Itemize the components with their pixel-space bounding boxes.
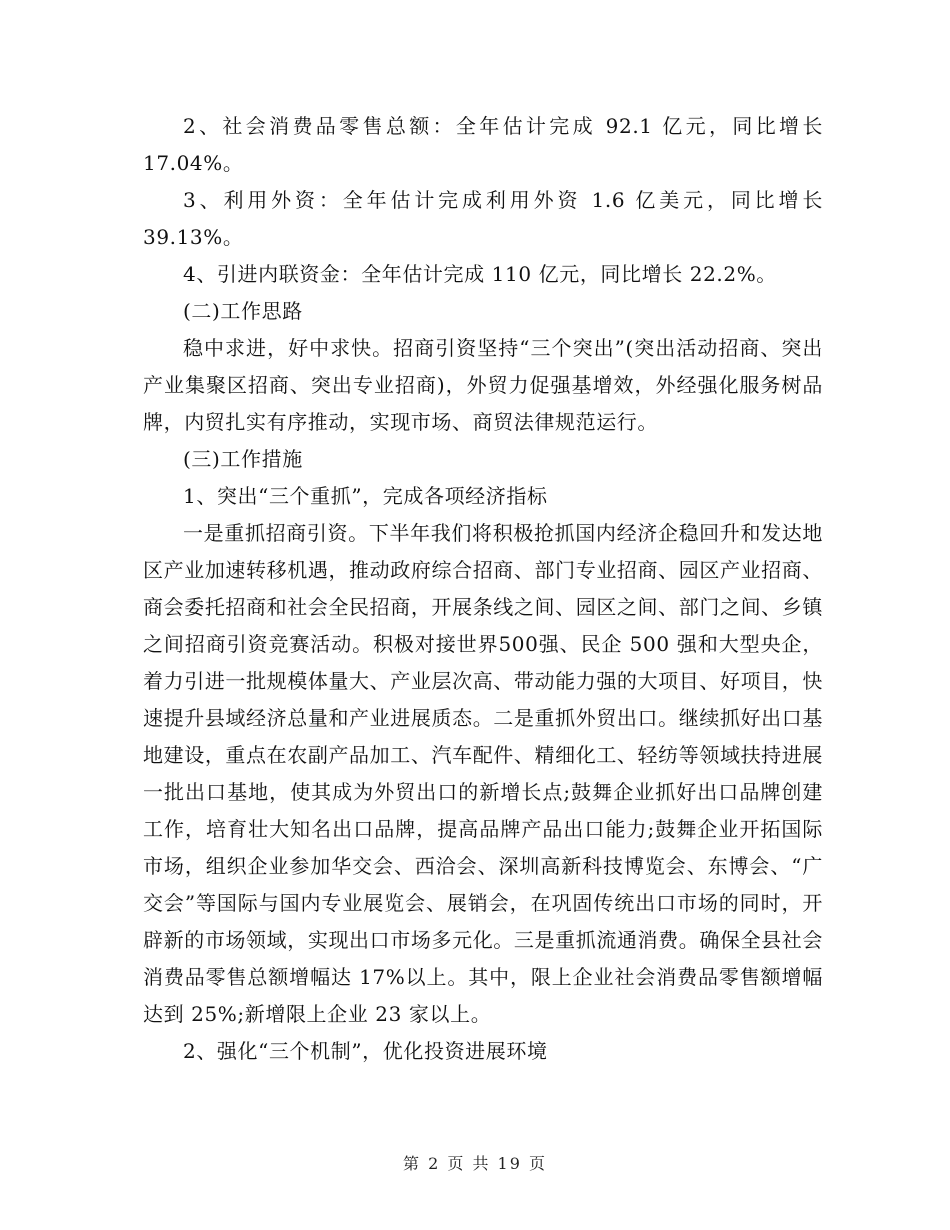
paragraph-foreign-investment: 3、利用外资：全年估计完成利用外资 1.6 亿美元，同比增长39.13%。 (143, 188, 823, 249)
subheading-three-key-focuses: 1、突出“三个重抓”，完成各项经济指标 (183, 484, 548, 508)
subheading-three-mechanisms: 2、强化“三个机制”，优化投资进展环境 (183, 1039, 548, 1063)
document-body (143, 108, 823, 1070)
page-number-footer: 第 2 页 共 19 页 (403, 1154, 547, 1173)
paragraph-key-focuses-detail: 一是重抓招商引资。下半年我们将积极抢抓国内经济企稳回升和发达地区产业加速转移机遇，推动政府综合招商、部门专业招商、园区产业招商、商会委托招商和社会全民招商，开展条线之间、园区之间、部门之间、乡镇之间招商引资竞赛活动。积极对接世界500强、民企 500 强和大型央企，着力引进一批规模体量大、产业层次高、带动能力强的大项目、好项目，快速提升县域经济总量和产业进展质态。二是重抓外贸出口。继续抓好出口基地建设，重点在农副产品加工、汽车配件、精细化工、轻纺等领域扶持进展一批出口基地，使其成为外贸出口的新增长点;鼓舞企业抓好出口品牌创建工作，培育壮大知名出口品牌，提高品牌产品出口能力;鼓舞企业开拓国际市场，组织企业参加华交会、西洽会、深圳高新科技博览会、东博会、“广交会”等国际与国内专业展览会、展销会，在巩固传统出口市场的同时，开辟新的市场领域，实现出口市场多元化。三是重抓流通消费。确保全县社会消费品零售总额增幅达 17%以上。其中，限上企业社会消费品零售额增幅达到 25%;新增限上企业 23 家以上。 (143, 521, 823, 1026)
paragraph-retail-sales: 2、社会消费品零售总额：全年估计完成 92.1 亿元，同比增长17.04%。 (143, 114, 823, 175)
paragraph-work-approach: 稳中求进，好中求快。招商引资坚持“三个突出”(突出活动招商、突出产业集聚区招商、突出专业招商)，外贸力促强基增效，外经强化服务树品牌，内贸扎实有序推动，实现市场、商贸法律规范运行。 (143, 336, 823, 434)
section-heading-work-measures: (三)工作措施 (183, 447, 303, 471)
paragraph-domestic-capital: 4、引进内联资金：全年估计完成 110 亿元，同比增长 22.2%。 (183, 262, 777, 286)
section-heading-work-approach: (二)工作思路 (183, 299, 303, 323)
